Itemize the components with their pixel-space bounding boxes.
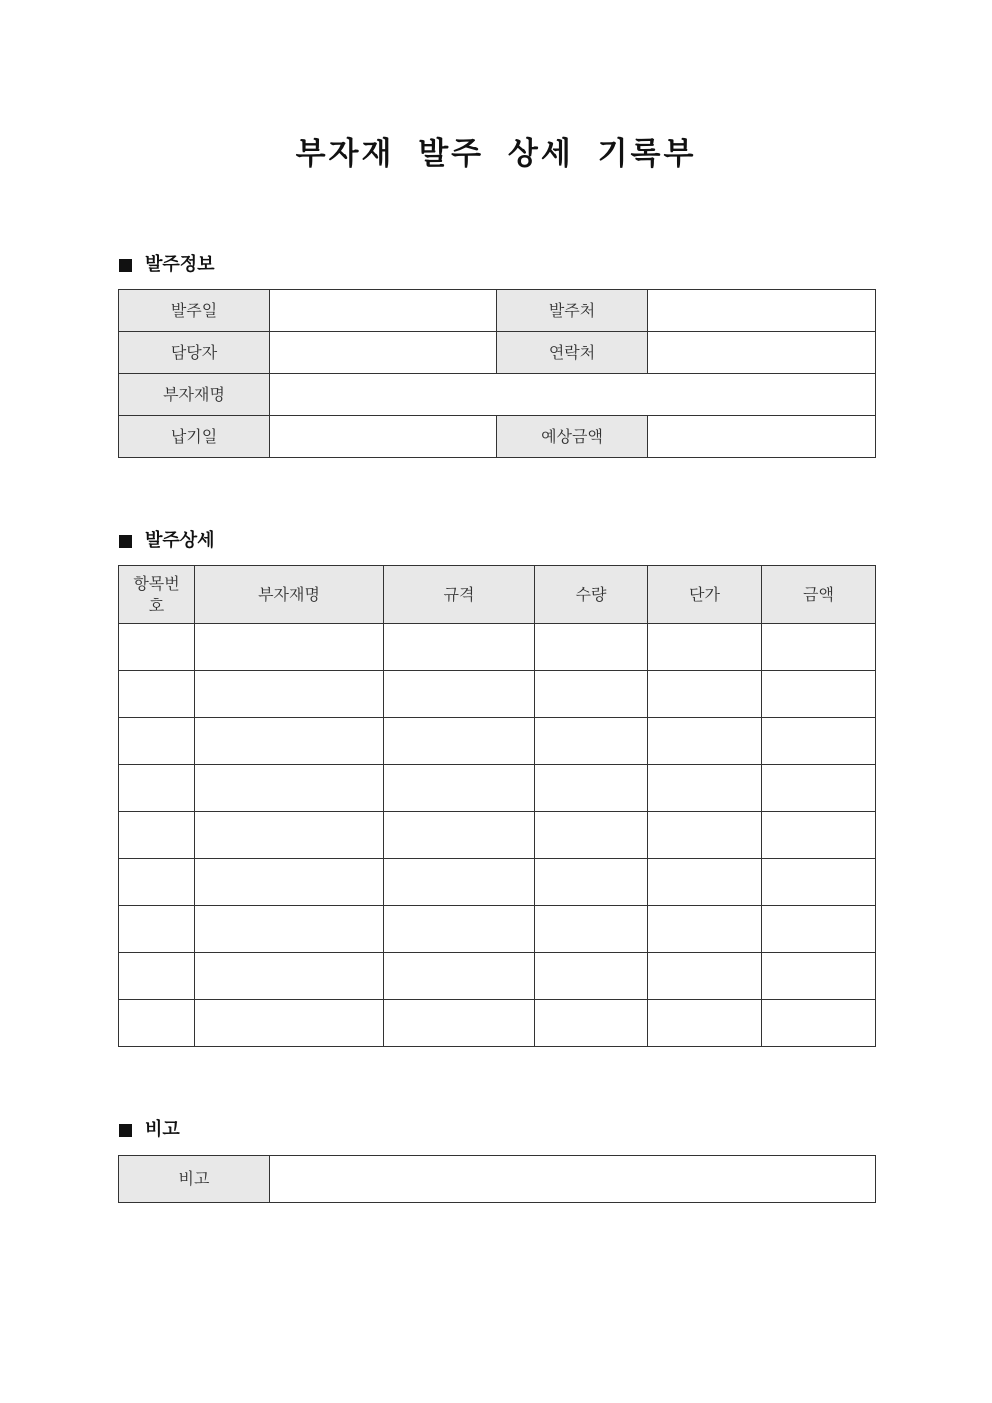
order-details-table	[118, 565, 876, 1047]
section-heading-order-info	[119, 253, 215, 277]
estimated-amount-field[interactable]	[648, 416, 876, 458]
table-row	[119, 859, 876, 906]
table-row	[119, 624, 876, 671]
column-header-quantity: 수량	[535, 566, 648, 624]
table-row	[119, 718, 876, 765]
column-header-material-name: 부자재명	[195, 566, 384, 624]
spec-cell[interactable]	[384, 812, 535, 859]
order-date-field[interactable]	[270, 290, 497, 332]
document-title: 부자재 발주 상세 기록부	[295, 136, 697, 172]
unit-price-cell[interactable]	[648, 671, 762, 718]
item-no-cell[interactable]	[119, 906, 195, 953]
column-header-item-no: 항목번호	[119, 566, 195, 624]
spec-cell[interactable]	[384, 953, 535, 1000]
amount-cell[interactable]	[762, 718, 876, 765]
amount-cell[interactable]	[762, 624, 876, 671]
quantity-cell[interactable]	[535, 859, 648, 906]
material-name-cell[interactable]	[195, 906, 384, 953]
quantity-cell[interactable]	[535, 1000, 648, 1047]
remarks-field[interactable]	[270, 1156, 876, 1203]
unit-price-cell[interactable]	[648, 718, 762, 765]
delivery-date-label: 납기일	[119, 416, 270, 458]
material-name-cell[interactable]	[195, 953, 384, 1000]
section-heading-label: 비고	[145, 1119, 180, 1140]
material-name-field[interactable]	[270, 374, 876, 416]
order-date-label: 발주일	[119, 290, 270, 332]
unit-price-cell[interactable]	[648, 953, 762, 1000]
spec-cell[interactable]	[384, 765, 535, 812]
unit-price-cell[interactable]	[648, 624, 762, 671]
material-name-cell[interactable]	[195, 624, 384, 671]
amount-cell[interactable]	[762, 765, 876, 812]
remarks-row	[119, 1156, 876, 1203]
amount-cell[interactable]	[762, 859, 876, 906]
delivery-date-field[interactable]	[270, 416, 497, 458]
spec-cell[interactable]	[384, 906, 535, 953]
section-heading-order-details	[119, 529, 215, 553]
quantity-cell[interactable]	[535, 812, 648, 859]
item-no-cell[interactable]	[119, 671, 195, 718]
order-info-row	[119, 374, 876, 416]
item-no-cell[interactable]	[119, 1000, 195, 1047]
amount-cell[interactable]	[762, 906, 876, 953]
quantity-cell[interactable]	[535, 671, 648, 718]
table-row	[119, 1000, 876, 1047]
item-no-cell[interactable]	[119, 812, 195, 859]
table-row	[119, 953, 876, 1000]
item-no-cell[interactable]	[119, 953, 195, 1000]
section-heading-label: 발주상세	[145, 530, 215, 551]
quantity-cell[interactable]	[535, 624, 648, 671]
item-no-cell[interactable]	[119, 765, 195, 812]
material-name-cell[interactable]	[195, 812, 384, 859]
unit-price-cell[interactable]	[648, 1000, 762, 1047]
spec-cell[interactable]	[384, 718, 535, 765]
order-info-row	[119, 332, 876, 374]
amount-cell[interactable]	[762, 1000, 876, 1047]
item-no-cell[interactable]	[119, 859, 195, 906]
order-info-row	[119, 290, 876, 332]
material-name-cell[interactable]	[195, 859, 384, 906]
material-name-cell[interactable]	[195, 765, 384, 812]
material-name-cell[interactable]	[195, 718, 384, 765]
table-row	[119, 671, 876, 718]
quantity-cell[interactable]	[535, 906, 648, 953]
material-name-cell[interactable]	[195, 671, 384, 718]
table-row	[119, 906, 876, 953]
quantity-cell[interactable]	[535, 765, 648, 812]
spec-cell[interactable]	[384, 671, 535, 718]
unit-price-cell[interactable]	[648, 812, 762, 859]
amount-cell[interactable]	[762, 812, 876, 859]
item-no-cell[interactable]	[119, 624, 195, 671]
section-heading-label: 발주정보	[145, 254, 215, 275]
material-name-cell[interactable]	[195, 1000, 384, 1047]
column-header-amount: 금액	[762, 566, 876, 624]
contact-field[interactable]	[648, 332, 876, 374]
square-bullet-icon	[119, 535, 132, 548]
remarks-label: 비고	[119, 1156, 270, 1203]
unit-price-cell[interactable]	[648, 906, 762, 953]
quantity-cell[interactable]	[535, 953, 648, 1000]
order-details-body	[119, 624, 876, 1047]
order-info-row	[119, 416, 876, 458]
material-name-label: 부자재명	[119, 374, 270, 416]
square-bullet-icon	[119, 259, 132, 272]
item-no-cell[interactable]	[119, 718, 195, 765]
contact-label: 연락처	[497, 332, 648, 374]
supplier-field[interactable]	[648, 290, 876, 332]
unit-price-cell[interactable]	[648, 765, 762, 812]
table-row	[119, 765, 876, 812]
table-row	[119, 812, 876, 859]
column-header-spec: 규격	[384, 566, 535, 624]
spec-cell[interactable]	[384, 859, 535, 906]
estimated-amount-label: 예상금액	[497, 416, 648, 458]
manager-label: 담당자	[119, 332, 270, 374]
column-header-unit-price: 단가	[648, 566, 762, 624]
order-info-table	[118, 289, 876, 458]
square-bullet-icon	[119, 1124, 132, 1137]
spec-cell[interactable]	[384, 1000, 535, 1047]
amount-cell[interactable]	[762, 671, 876, 718]
quantity-cell[interactable]	[535, 718, 648, 765]
remarks-table	[118, 1155, 876, 1203]
order-details-header-row	[119, 566, 876, 624]
spec-cell[interactable]	[384, 624, 535, 671]
section-heading-remarks	[119, 1118, 180, 1142]
supplier-label: 발주처	[497, 290, 648, 332]
manager-field[interactable]	[270, 332, 497, 374]
unit-price-cell[interactable]	[648, 859, 762, 906]
amount-cell[interactable]	[762, 953, 876, 1000]
